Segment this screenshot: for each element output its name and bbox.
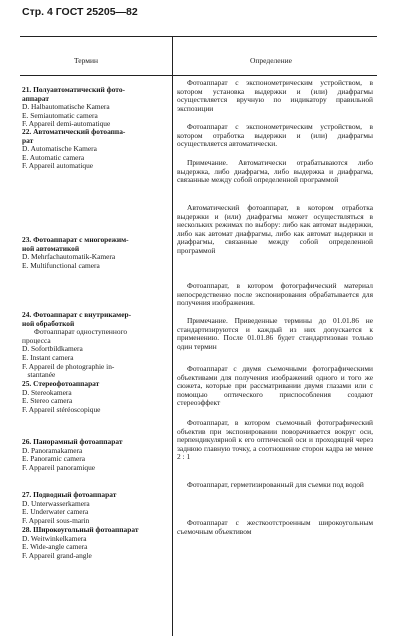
term-translation: E. Instant camera xyxy=(22,352,74,362)
term-translation: E. Multifunctional camera xyxy=(22,260,100,270)
definition-25: Фотоаппарат с двумя съемочными фотографическими объективами для получения изображений одного и того же сюжета, которые при рассматривании двумя глазами или с помощью оптического приспособления создают стереоэффект xyxy=(177,364,373,408)
column-divider xyxy=(172,36,173,636)
term-title: 28. Широкоугольный фотоаппарат xyxy=(22,525,139,534)
column-title-definition: Определение xyxy=(250,56,292,65)
term-22 xyxy=(22,128,170,171)
term-translation: F. Appareil automatique xyxy=(22,161,94,171)
term-title: 23. Фотоаппарат с многорежим- xyxy=(22,235,129,244)
term-23 xyxy=(22,236,170,270)
term-translation: E. Wide-angle camera xyxy=(22,542,88,552)
term-24 xyxy=(22,311,170,380)
definition-22-note: Примечание. Автоматически отрабатываются либо выдержка, либо диафрагма, либо выдержка и диафрагма, связанные между собой определенной программой xyxy=(177,158,373,185)
term-translation: D. Automatische Kamera xyxy=(22,144,97,154)
table-top-rule xyxy=(20,36,377,37)
term-translation: D. Mehrfachautomatik-Kamera xyxy=(22,252,116,262)
term-translation: E. Automatic camera xyxy=(22,152,85,162)
term-title: 24. Фотоаппарат с внутрикамер- xyxy=(22,310,132,319)
term-translation: D. Unterwasserkamera xyxy=(22,498,90,508)
term-25 xyxy=(22,380,170,414)
term-translation: E. Underwater camera xyxy=(22,507,89,517)
table-head-rule xyxy=(20,75,377,76)
term-title: аппарат xyxy=(22,93,50,103)
definition-24: Фотоаппарат, в котором фотографический материал непосредственно после экспонирования обрабатывается для получения изображения. xyxy=(177,281,373,308)
term-title: рат xyxy=(22,135,34,145)
term-translation: D. Panoramakamera xyxy=(22,445,83,455)
term-title: ной обработкой xyxy=(22,318,75,328)
term-translation: F. Appareil panoramique xyxy=(22,462,96,472)
definition-21: Фотоаппарат с экспонометрическим устройством, в котором установка выдержки и (или) диафрагмы осуществляется вручную по индикатору правильной экспозиции xyxy=(177,78,373,113)
term-translation: staпtanée xyxy=(22,370,56,380)
term-28 xyxy=(22,526,170,560)
definition-22: Фотоаппарат с экспонометрическим устройством, в котором отработка выдержки и (или) диафрагмы осуществляется автоматически. xyxy=(177,122,373,149)
term-translation: D. Stereokamera xyxy=(22,387,72,397)
term-translation: F. Appareil stéréoscopique xyxy=(22,404,101,414)
term-translation: F. Appareil grand-angle xyxy=(22,550,92,560)
term-translation: E. Stereo camera xyxy=(22,396,73,406)
term-title: 21. Полуавтоматический фото- xyxy=(22,85,125,94)
term-21 xyxy=(22,86,170,129)
term-title: 27. Подводный фотоаппарат xyxy=(22,490,117,499)
term-26 xyxy=(22,438,170,472)
term-translation: F. Appareil de photographie in- xyxy=(22,361,115,371)
definition-24-note: Примечание. Приведенные термины до 01.01.86 не стандартизируются и каждый из них допускается к применению. После 01.01.86 будет стандартизован только один термин xyxy=(177,316,373,351)
term-translation: D. Weitwinkelkamera xyxy=(22,533,87,543)
page-header: Стр. 4 ГОСТ 25205—82 xyxy=(22,6,138,18)
definition-28: Фотоаппарат с жесткоотстроенным широкоугольным съемочным объективом xyxy=(177,518,373,536)
definition-23: Автоматический фотоаппарат, в котором отработка выдержки и (или) диафрагмы может осуществляться в нескольких режимах по выбору: либо как автомат выдержки, либо как автомат диафрагмы, либо как автомат выдержки и диафрагмы, связанные между собой определенной программой xyxy=(177,203,373,255)
term-synonym: Фотоаппарат одноступенного xyxy=(34,327,128,337)
term-title: ной автоматикой xyxy=(22,243,80,253)
term-translation: F. Appareil demi-automatique xyxy=(22,119,111,129)
term-title: 26. Панорамный фотоаппарат xyxy=(22,437,123,446)
term-title: 25. Стереофотоаппарат xyxy=(22,379,100,388)
term-title: 22. Автоматический фотоаппа- xyxy=(22,127,126,136)
term-translation: D. Halbautomatische Kamera xyxy=(22,102,110,112)
term-translation: E. Panoramic camera xyxy=(22,454,85,464)
definition-26: Фотоаппарат, в котором съемочный фотографический объектив при экспонировании поворачивается вокруг оси, перпендикулярной к его оптической оси и проходящей через заднюю главную точку, а соотношение сторон кадра не менее 2 : 1 xyxy=(177,418,373,462)
term-translation: F. Appareil sous-marin xyxy=(22,515,90,525)
term-27 xyxy=(22,491,170,525)
term-synonym: процесса xyxy=(22,335,51,345)
definition-27: Фотоаппарат, герметизированный для съемки под водой xyxy=(187,480,364,489)
column-title-term: Термин xyxy=(74,56,99,65)
term-translation: D. Sofortbildkamera xyxy=(22,344,83,354)
term-translation: E. Semiautomatic camera xyxy=(22,110,98,120)
